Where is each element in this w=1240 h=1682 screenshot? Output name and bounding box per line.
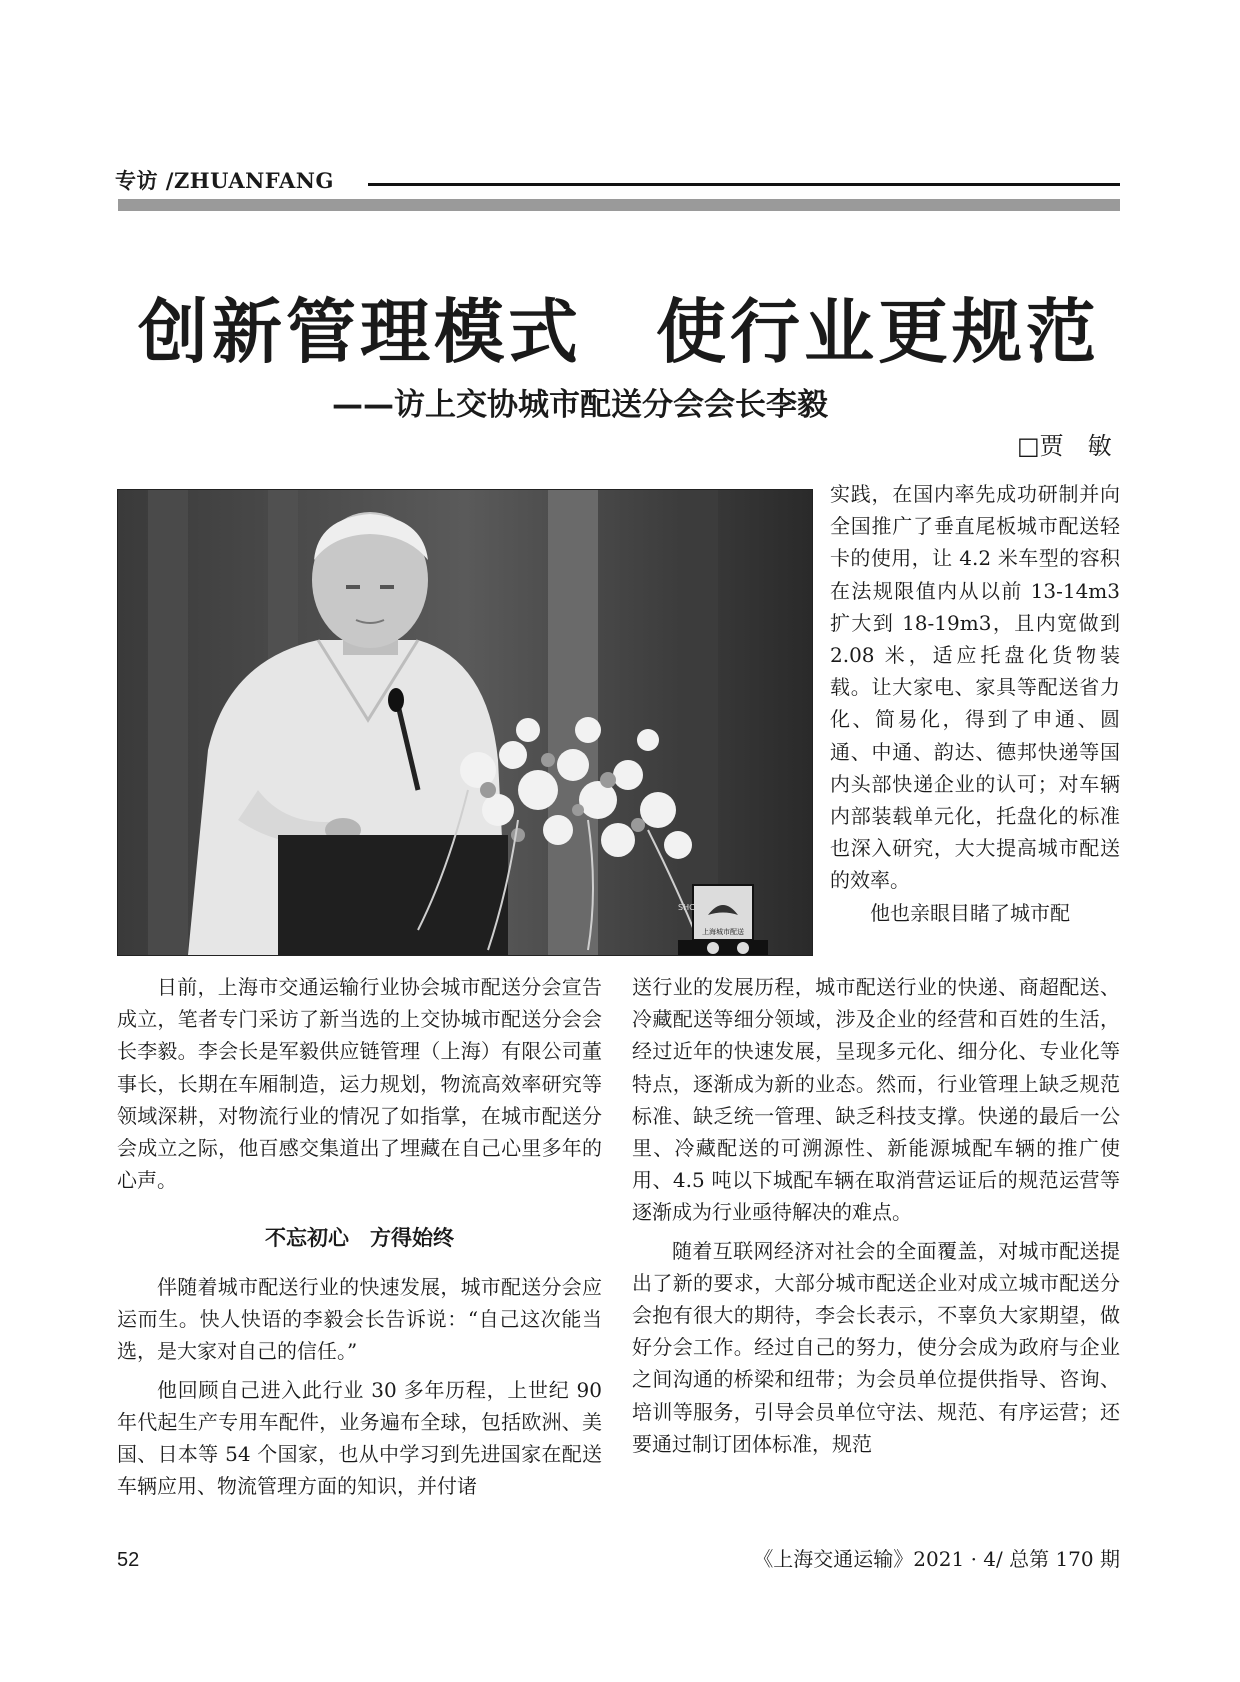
text-column-left xyxy=(117,1271,602,1502)
text-column-left-intro xyxy=(117,971,602,1196)
paragraph-history: 他回顾自己进入此行业 30 多年历程，上世纪 90 年代起生产专用车配件，业务遍布全球，包括欧洲、美国、日本等 54 个国家，也从中学习到先进国家在配送车辆应用、物流管理方面的知识，并付诸 xyxy=(117,1377,602,1499)
section-label: 专访 /ZHUANFANG xyxy=(115,168,334,193)
journal-info: 《上海交通运输》2021 · 4/ 总第 170 期 xyxy=(753,1547,1120,1571)
photo-logo-text: 上海城市配送 xyxy=(702,928,744,936)
photo-logo-small: SHCP xyxy=(678,903,700,912)
speaker-photo-illustration xyxy=(118,490,812,955)
paragraph-practice: 实践，在国内率先成功研制并向全国推广了垂直尾板城市配送轻卡的使用，让 4.2 米车型的容积在法规限值内从以前 13-14m3 扩大到 18-19m3，且内宽做到 2.08 米，适应托盘化货物装载。让大家电、家具等配送省力化、简易化，得到了申通、圆通、中通、韵达、德邦快递等国内头部快递企业的认可；对车辆内部装载单元化，托盘化的标准也深入研究，大大提高城市配送的效率。 xyxy=(830,482,1120,893)
page-number: 52 xyxy=(117,1549,140,1571)
article-title: 创新管理模式 使行业更规范 xyxy=(138,290,1100,373)
byline: □贾 敏 xyxy=(1017,432,1112,460)
paragraph-founding: 伴随着城市配送行业的快速发展，城市配送分会应运而生。快人快语的李毅会长告诉说：“自己这次能当选，是大家对自己的信任。” xyxy=(117,1275,602,1364)
paragraph-intro: 日前，上海市交通运输行业协会城市配送分会宣告成立，笔者专门采访了新当选的上交协城市配送分会会长李毅。李会长是军毅供应链管理（上海）有限公司董事长，长期在车厢制造，运力规划，物流高效率研究等领域深耕，对物流行业的情况了如指掌，在城市配送分会成立之际，他百感交集道出了埋藏在自己心里多年的心声。 xyxy=(117,975,602,1193)
speaker-photo xyxy=(117,489,813,956)
paragraph-industry: 送行业的发展历程，城市配送行业的快递、商超配送、冷藏配送等细分领域，涉及企业的经营和百姓的生活，经过近年的快速发展，呈现多元化、细分化、专业化等特点，逐渐成为新的业态。然而，行业管理上缺乏规范标准、缺乏统一管理、缺乏科技支撑。快递的最后一公里、冷藏配送的可溯源性、新能源城配车辆的推广使用、4.5 吨以下城配车辆在取消营运证后的规范运营等逐渐成为行业亟待解决的难点。 xyxy=(632,975,1120,1225)
paragraph-witness-start: 他也亲眼目睹了城市配 xyxy=(870,900,1070,925)
text-column-narrow xyxy=(830,478,1120,929)
header-rule xyxy=(368,183,1120,186)
article-subtitle: ——访上交协城市配送分会会长李毅 xyxy=(332,387,828,423)
section-heading: 不忘初心 方得始终 xyxy=(265,1226,454,1250)
paragraph-expectations: 随着互联网经济对社会的全面覆盖，对城市配送提出了新的要求，大部分城市配送企业对成立城市配送分会抱有很大的期待，李会长表示，不辜负大家期望，做好分会工作。经过自己的努力，使分会成为政府与企业之间沟通的桥梁和纽带；为会员单位提供指导、咨询、培训等服务，引导会员单位守法、规范、有序运营；还要通过制订团体标准，规范 xyxy=(632,1238,1120,1456)
text-column-right xyxy=(632,971,1120,1460)
header-band xyxy=(118,199,1120,211)
